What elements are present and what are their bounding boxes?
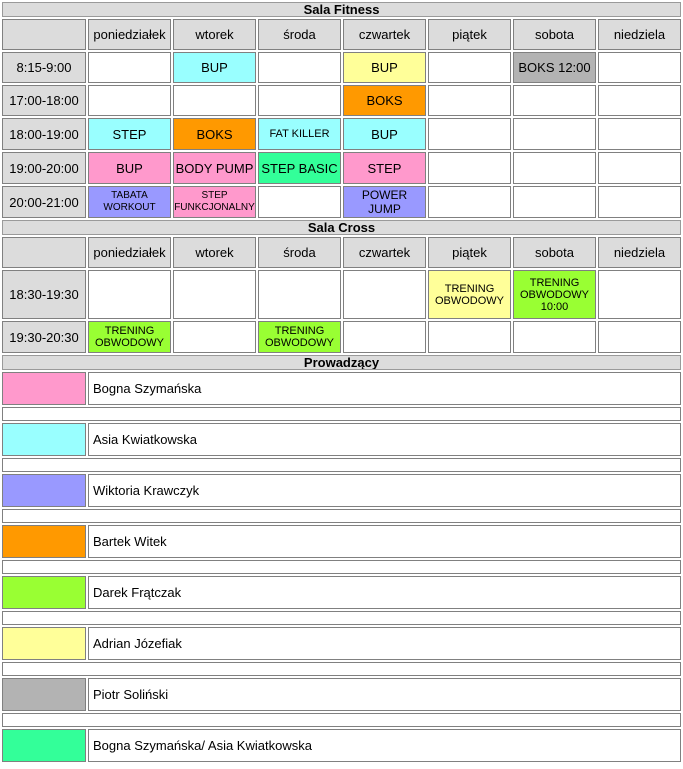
header-corner bbox=[2, 237, 86, 268]
class-cell bbox=[173, 85, 256, 116]
legend-color-swatch bbox=[2, 627, 86, 660]
class-cell bbox=[428, 152, 511, 184]
legend-color-swatch bbox=[2, 729, 86, 762]
time-slot: 18:00-19:00 bbox=[2, 118, 86, 150]
time-slot: 8:15-9:00 bbox=[2, 52, 86, 83]
legend-instructor-name: Bogna Szymańska/ Asia Kwiatkowska bbox=[88, 729, 681, 762]
class-cell: FAT KILLER bbox=[258, 118, 341, 150]
class-cell: STEP bbox=[88, 118, 171, 150]
section-title-fitness: Sala Fitness bbox=[2, 2, 681, 17]
class-cell: BOKS bbox=[173, 118, 256, 150]
class-cell: BUP bbox=[173, 52, 256, 83]
class-cell bbox=[428, 118, 511, 150]
class-cell bbox=[258, 85, 341, 116]
class-cell: TRENING OBWODOWY bbox=[428, 270, 511, 319]
class-cell bbox=[428, 186, 511, 218]
class-cell: TABATA WORKOUT bbox=[88, 186, 171, 218]
class-cell bbox=[513, 118, 596, 150]
legend-instructor-name: Bartek Witek bbox=[88, 525, 681, 558]
time-slot: 17:00-18:00 bbox=[2, 85, 86, 116]
class-cell bbox=[598, 270, 681, 319]
class-cell bbox=[598, 52, 681, 83]
day-header: środa bbox=[258, 237, 341, 268]
class-cell bbox=[428, 85, 511, 116]
class-cell bbox=[513, 85, 596, 116]
class-cell bbox=[343, 270, 426, 319]
header-corner bbox=[2, 19, 86, 50]
legend-color-swatch bbox=[2, 372, 86, 405]
legend-color-swatch bbox=[2, 678, 86, 711]
class-cell bbox=[258, 186, 341, 218]
legend-color-swatch bbox=[2, 525, 86, 558]
legend-spacer bbox=[2, 458, 681, 472]
class-cell: BUP bbox=[343, 118, 426, 150]
class-cell bbox=[343, 321, 426, 353]
class-cell: STEP FUNKCJONALNY bbox=[173, 186, 256, 218]
class-cell: BOKS 12:00 bbox=[513, 52, 596, 83]
day-header: niedziela bbox=[598, 237, 681, 268]
legend-color-swatch bbox=[2, 474, 86, 507]
day-header: sobota bbox=[513, 237, 596, 268]
legend-instructor-name: Darek Frątczak bbox=[88, 576, 681, 609]
legend-instructor-name: Asia Kwiatkowska bbox=[88, 423, 681, 456]
legend-spacer bbox=[2, 713, 681, 727]
day-header: środa bbox=[258, 19, 341, 50]
section-title-cross: Sala Cross bbox=[2, 220, 681, 235]
class-cell bbox=[513, 186, 596, 218]
class-cell bbox=[513, 321, 596, 353]
day-header: sobota bbox=[513, 19, 596, 50]
class-cell bbox=[598, 85, 681, 116]
legend-color-swatch bbox=[2, 576, 86, 609]
legend-spacer bbox=[2, 560, 681, 574]
day-header: wtorek bbox=[173, 19, 256, 50]
class-cell: STEP BASIC bbox=[258, 152, 341, 184]
class-cell bbox=[598, 118, 681, 150]
legend-color-swatch bbox=[2, 423, 86, 456]
day-header: czwartek bbox=[343, 237, 426, 268]
class-cell: BUP bbox=[343, 52, 426, 83]
legend-spacer bbox=[2, 407, 681, 421]
class-cell: BUP bbox=[88, 152, 171, 184]
class-cell bbox=[88, 270, 171, 319]
class-cell bbox=[258, 270, 341, 319]
class-cell bbox=[88, 85, 171, 116]
time-slot: 19:30-20:30 bbox=[2, 321, 86, 353]
class-cell bbox=[513, 152, 596, 184]
day-header: czwartek bbox=[343, 19, 426, 50]
day-header: piątek bbox=[428, 237, 511, 268]
day-header: poniedziałek bbox=[88, 19, 171, 50]
legend-spacer bbox=[2, 662, 681, 676]
legend-instructor-name: Piotr Soliński bbox=[88, 678, 681, 711]
class-cell: BOKS bbox=[343, 85, 426, 116]
day-header: niedziela bbox=[598, 19, 681, 50]
class-cell: TRENING OBWODOWY bbox=[88, 321, 171, 353]
day-header: piątek bbox=[428, 19, 511, 50]
legend-spacer bbox=[2, 611, 681, 625]
class-cell: BODY PUMP bbox=[173, 152, 256, 184]
class-cell bbox=[173, 270, 256, 319]
legend-instructor-name: Bogna Szymańska bbox=[88, 372, 681, 405]
class-cell: TRENING OBWODOWY 10:00 bbox=[513, 270, 596, 319]
class-cell bbox=[598, 186, 681, 218]
class-cell bbox=[173, 321, 256, 353]
time-slot: 18:30-19:30 bbox=[2, 270, 86, 319]
class-cell: TRENING OBWODOWY bbox=[258, 321, 341, 353]
class-cell bbox=[598, 321, 681, 353]
time-slot: 20:00-21:00 bbox=[2, 186, 86, 218]
class-cell bbox=[428, 52, 511, 83]
legend-instructor-name: Adrian Józefiak bbox=[88, 627, 681, 660]
class-cell bbox=[428, 321, 511, 353]
class-cell: POWER JUMP bbox=[343, 186, 426, 218]
time-slot: 19:00-20:00 bbox=[2, 152, 86, 184]
section-title-instructors: Prowadzący bbox=[2, 355, 681, 370]
legend-spacer bbox=[2, 509, 681, 523]
legend-instructor-name: Wiktoria Krawczyk bbox=[88, 474, 681, 507]
day-header: wtorek bbox=[173, 237, 256, 268]
class-cell: STEP bbox=[343, 152, 426, 184]
class-cell bbox=[258, 52, 341, 83]
class-cell bbox=[88, 52, 171, 83]
day-header: poniedziałek bbox=[88, 237, 171, 268]
class-cell bbox=[598, 152, 681, 184]
